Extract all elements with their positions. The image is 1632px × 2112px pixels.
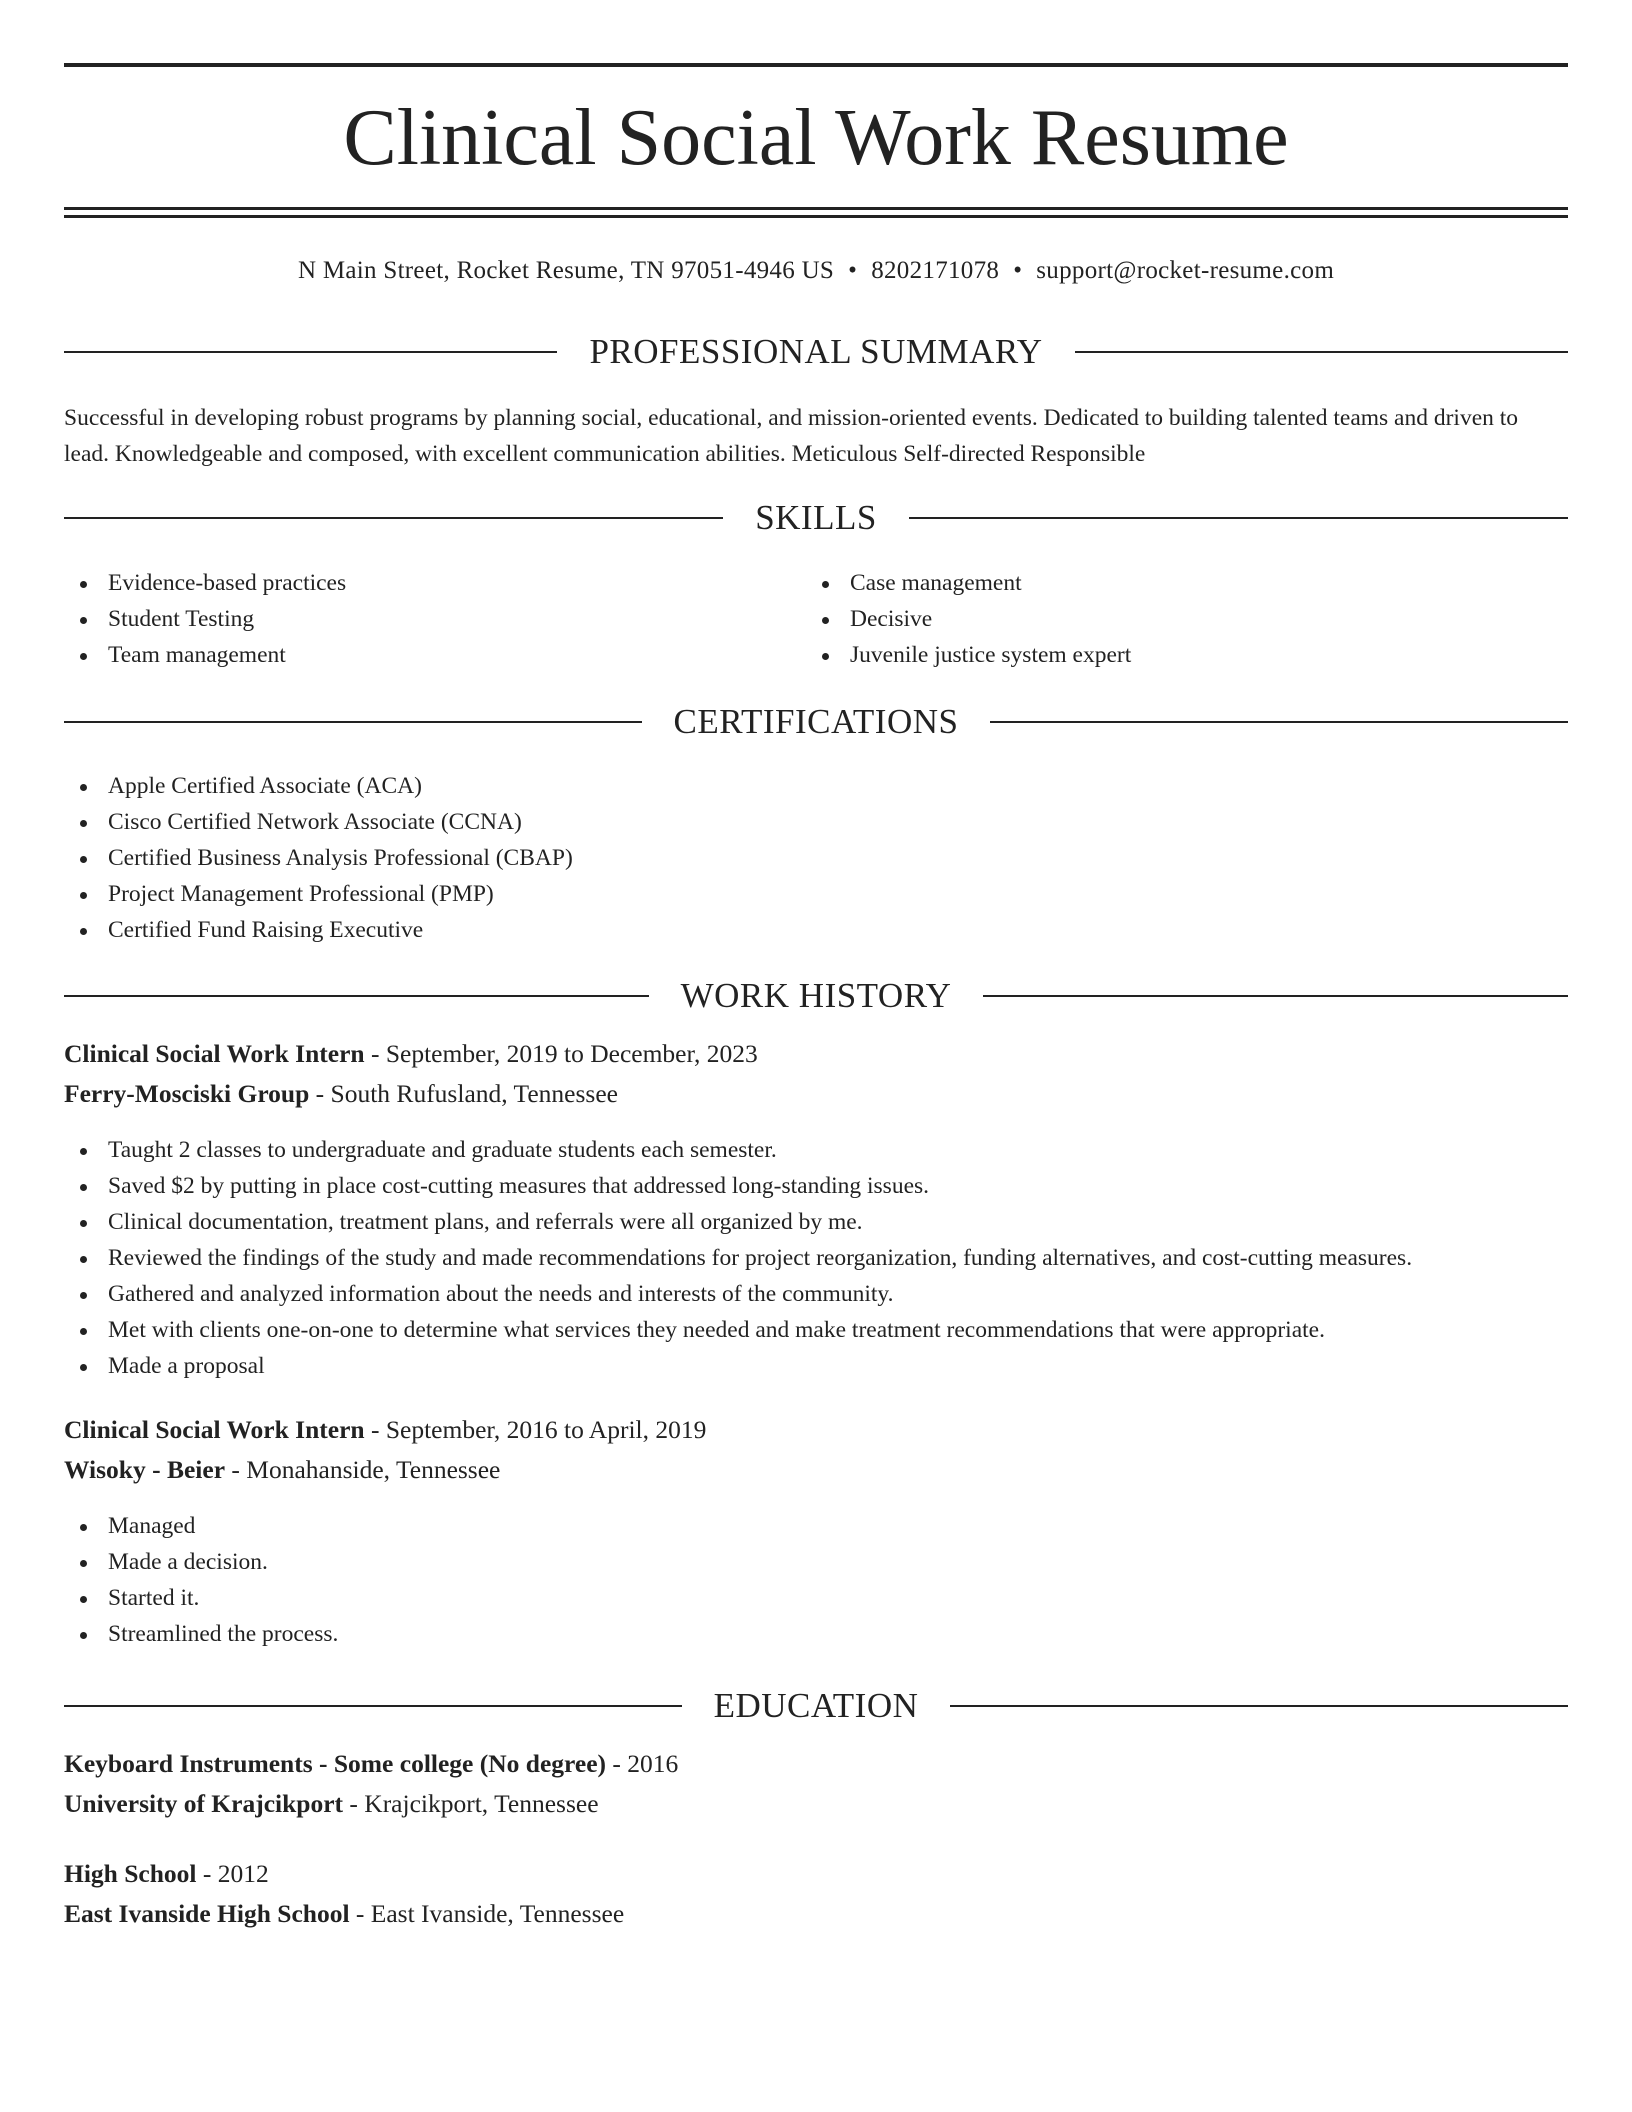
heading-rule bbox=[909, 517, 1568, 519]
education-1-school-line bbox=[64, 1786, 1568, 1822]
job-bullet: Started it. bbox=[64, 1580, 1568, 1616]
skill-item: Juvenile justice system expert bbox=[806, 637, 1546, 673]
skill-item: Evidence-based practices bbox=[64, 565, 804, 601]
job-bullet: Managed bbox=[64, 1508, 1568, 1544]
heading-rule bbox=[64, 517, 723, 519]
certification-item: Cisco Certified Network Associate (CCNA) bbox=[64, 804, 1568, 840]
job-bullet: Saved $2 by putting in place cost-cutting measures that addressed long-standing issues. bbox=[64, 1168, 1568, 1204]
job-bullet: Met with clients one-on-one to determine what services they needed and make treatment recommendations that were appropriate. bbox=[64, 1312, 1568, 1348]
section-title: CERTIFICATIONS bbox=[673, 702, 959, 741]
skill-item: Case management bbox=[806, 565, 1546, 601]
contact-line bbox=[64, 254, 1568, 288]
job-1-bullets bbox=[64, 1132, 1568, 1384]
heading-rule bbox=[64, 995, 649, 997]
job-1-company-line bbox=[64, 1076, 1568, 1112]
title-double-rule-upper bbox=[64, 207, 1568, 210]
heading-rule bbox=[64, 1705, 682, 1707]
education-location: - East Ivanside, Tennessee bbox=[349, 1899, 625, 1928]
education-degree: Keyboard Instruments - Some college (No degree) bbox=[64, 1749, 607, 1778]
job-bullet: Clinical documentation, treatment plans, and referrals were all organized by me. bbox=[64, 1204, 1568, 1240]
job-location: - Monahanside, Tennessee bbox=[225, 1455, 501, 1484]
heading-rule bbox=[990, 721, 1568, 723]
section-title: PROFESSIONAL SUMMARY bbox=[589, 332, 1043, 371]
skills-list-right bbox=[806, 565, 1546, 673]
education-school: University of Krajcikport bbox=[64, 1789, 344, 1818]
contact-separator: • bbox=[848, 257, 858, 284]
section-heading-education bbox=[64, 1684, 1568, 1728]
certification-item: Apple Certified Associate (ACA) bbox=[64, 768, 1568, 804]
section-heading-skills bbox=[64, 496, 1568, 540]
section-title: SKILLS bbox=[755, 498, 877, 537]
skill-item: Decisive bbox=[806, 601, 1546, 637]
job-2-bullets bbox=[64, 1508, 1568, 1652]
job-location: - South Rufusland, Tennessee bbox=[309, 1079, 618, 1108]
contact-email: support@rocket-resume.com bbox=[1036, 257, 1335, 284]
certification-item: Certified Business Analysis Professional (CBAP) bbox=[64, 840, 1568, 876]
heading-rule bbox=[64, 351, 557, 353]
education-school: East Ivanside High School bbox=[64, 1899, 350, 1928]
job-bullet: Streamlined the process. bbox=[64, 1616, 1568, 1652]
job-company: Wisoky - Beier bbox=[64, 1455, 226, 1484]
contact-address: N Main Street, Rocket Resume, TN 97051-4946 US bbox=[297, 257, 835, 284]
job-company: Ferry-Mosciski Group bbox=[64, 1079, 310, 1108]
heading-rule bbox=[983, 995, 1568, 997]
section-title: WORK HISTORY bbox=[680, 976, 952, 1015]
contact-phone: 8202171078 bbox=[871, 257, 1000, 284]
job-2-company-line bbox=[64, 1452, 1568, 1488]
job-title: Clinical Social Work Intern bbox=[64, 1039, 365, 1068]
job-bullet: Taught 2 classes to undergraduate and graduate students each semester. bbox=[64, 1132, 1568, 1168]
certification-item: Project Management Professional (PMP) bbox=[64, 876, 1568, 912]
section-heading-summary bbox=[64, 330, 1568, 374]
skill-item: Student Testing bbox=[64, 601, 804, 637]
job-dates: - September, 2016 to April, 2019 bbox=[364, 1415, 707, 1444]
job-bullet: Made a decision. bbox=[64, 1544, 1568, 1580]
job-bullet: Made a proposal bbox=[64, 1348, 1568, 1384]
job-title: Clinical Social Work Intern bbox=[64, 1415, 365, 1444]
skills-list-left bbox=[64, 565, 804, 673]
heading-rule bbox=[64, 721, 642, 723]
summary-text: Successful in developing robust programs by planning social, educational, and mission-oriented events. Dedicated to building talented teams and driven to lead. Knowledgeable and composed, with excellent communication abilities. Meticulous Self-directed Responsible bbox=[64, 405, 1519, 467]
job-1-title-line bbox=[64, 1036, 1568, 1072]
education-2-degree-line bbox=[64, 1856, 1568, 1892]
certification-item: Certified Fund Raising Executive bbox=[64, 912, 1568, 948]
heading-rule bbox=[1075, 351, 1568, 353]
education-1-degree-line bbox=[64, 1746, 1568, 1782]
education-year: - 2012 bbox=[196, 1859, 269, 1888]
title-double-rule-lower bbox=[64, 215, 1568, 218]
heading-rule bbox=[950, 1705, 1568, 1707]
resume-title: Clinical Social Work Resume bbox=[343, 94, 1289, 182]
job-bullet: Gathered and analyzed information about the needs and interests of the community. bbox=[64, 1276, 1568, 1312]
section-heading-work-history bbox=[64, 974, 1568, 1018]
section-heading-certifications bbox=[64, 700, 1568, 744]
section-title: EDUCATION bbox=[713, 1686, 919, 1725]
education-year: - 2016 bbox=[606, 1749, 679, 1778]
education-location: - Krajcikport, Tennessee bbox=[343, 1789, 599, 1818]
education-2-school-line bbox=[64, 1896, 1568, 1932]
job-bullet: Reviewed the findings of the study and made recommendations for project reorganization, funding alternatives, and cost-cutting measures. bbox=[64, 1240, 1568, 1276]
certifications-list bbox=[64, 768, 1568, 948]
top-rule bbox=[64, 63, 1568, 67]
contact-separator: • bbox=[1013, 257, 1023, 284]
job-dates: - September, 2019 to December, 2023 bbox=[364, 1039, 758, 1068]
education-degree: High School bbox=[64, 1859, 197, 1888]
job-2-title-line bbox=[64, 1412, 1568, 1448]
skill-item: Team management bbox=[64, 637, 804, 673]
